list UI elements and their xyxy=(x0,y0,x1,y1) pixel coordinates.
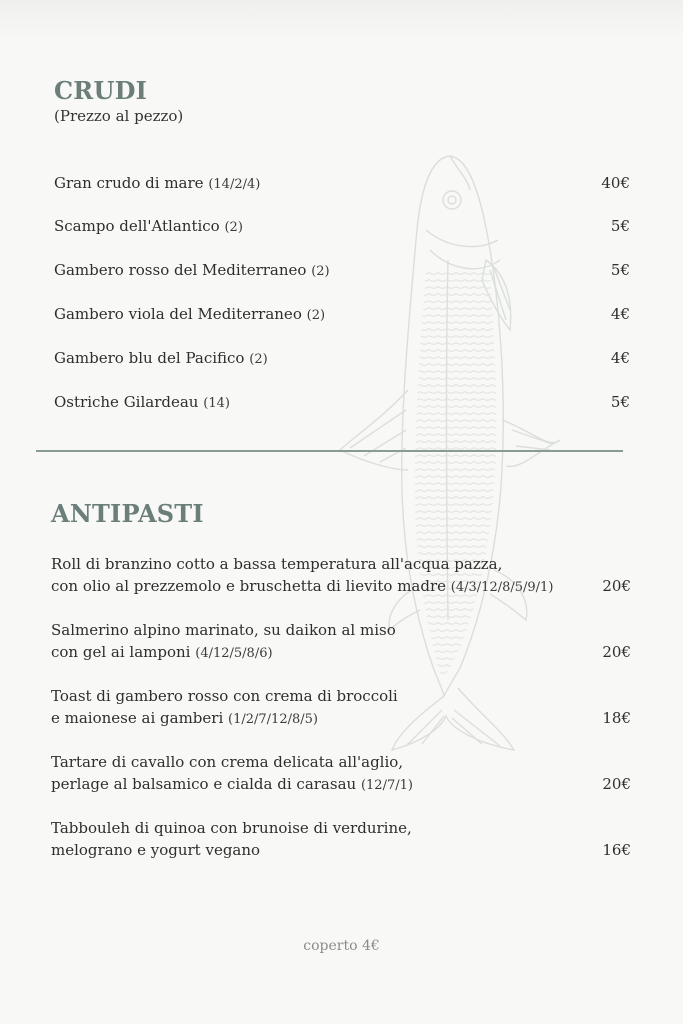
item-description xyxy=(51,619,601,665)
cover-charge-note: coperto 4€ xyxy=(303,938,380,954)
item-allergens: (2) xyxy=(249,352,268,367)
item-line-1: Toast di gambero rosso con crema di broccoli xyxy=(51,687,398,705)
crudi-section-title: CRUDI xyxy=(54,76,148,105)
item-name: Ostriche Gilardeau (14) xyxy=(54,393,230,411)
item-name: Scampo dell'Atlantico (2) xyxy=(54,217,243,235)
fish-illustration-icon xyxy=(330,150,570,760)
item-line-2: con gel ai lamponi (4/12/5/8/6) xyxy=(51,643,273,661)
item-price: 5€ xyxy=(610,217,630,235)
item-name: Gran crudo di mare (14/2/4) xyxy=(54,174,261,192)
item-price: 40€ xyxy=(601,174,630,192)
item-price: 20€ xyxy=(602,775,631,793)
item-price: 5€ xyxy=(610,393,630,411)
item-line-1: Tartare di cavallo con crema delicata all'aglio, xyxy=(51,753,404,771)
item-name: Gambero viola del Mediterraneo (2) xyxy=(54,305,326,323)
item-line-1: Tabbouleh di quinoa con brunoise di verdurine, xyxy=(51,819,412,837)
item-name: Gambero rosso del Mediterraneo (2) xyxy=(54,261,330,279)
item-line-2: e maionese ai gamberi (1/2/7/12/8/5) xyxy=(51,709,318,727)
item-allergens: (14/2/4) xyxy=(208,177,261,192)
item-allergens: (4/3/12/8/5/9/1) xyxy=(450,580,554,595)
item-description xyxy=(51,817,601,861)
item-allergens: (4/12/5/8/6) xyxy=(195,646,273,661)
item-description xyxy=(51,751,601,797)
antipasti-section-title: ANTIPASTI xyxy=(51,499,204,528)
item-description xyxy=(51,685,601,731)
item-line-2: perlage al balsamico e cialda di carasau (12/7/1) xyxy=(51,775,413,793)
item-name: Gambero blu del Pacifico (2) xyxy=(54,349,268,367)
item-line-1: Salmerino alpino marinato, su daikon al miso xyxy=(51,621,396,639)
item-allergens: (1/2/7/12/8/5) xyxy=(228,712,318,727)
item-allergens: (14) xyxy=(203,396,230,411)
item-price: 20€ xyxy=(602,643,631,661)
item-price: 20€ xyxy=(602,577,631,595)
crudi-subtitle: (Prezzo al pezzo) xyxy=(54,107,184,125)
item-price: 16€ xyxy=(602,841,631,859)
item-allergens: (12/7/1) xyxy=(360,778,413,793)
item-line-2: con olio al prezzemolo e bruschetta di lievito madre (4/3/12/8/5/9/1) xyxy=(51,577,554,595)
item-allergens: (2) xyxy=(224,220,243,235)
item-description xyxy=(51,553,601,599)
item-price: 18€ xyxy=(602,709,631,727)
item-allergens: (2) xyxy=(306,308,326,323)
item-price: 5€ xyxy=(610,261,630,279)
section-divider xyxy=(36,450,623,452)
item-price: 4€ xyxy=(610,305,630,323)
item-line-1: Roll di branzino cotto a bassa temperatura all'acqua pazza, xyxy=(51,555,503,573)
item-price: 4€ xyxy=(610,349,630,367)
item-line-2: melograno e yogurt vegano xyxy=(51,841,261,859)
item-allergens: (2) xyxy=(311,264,330,279)
